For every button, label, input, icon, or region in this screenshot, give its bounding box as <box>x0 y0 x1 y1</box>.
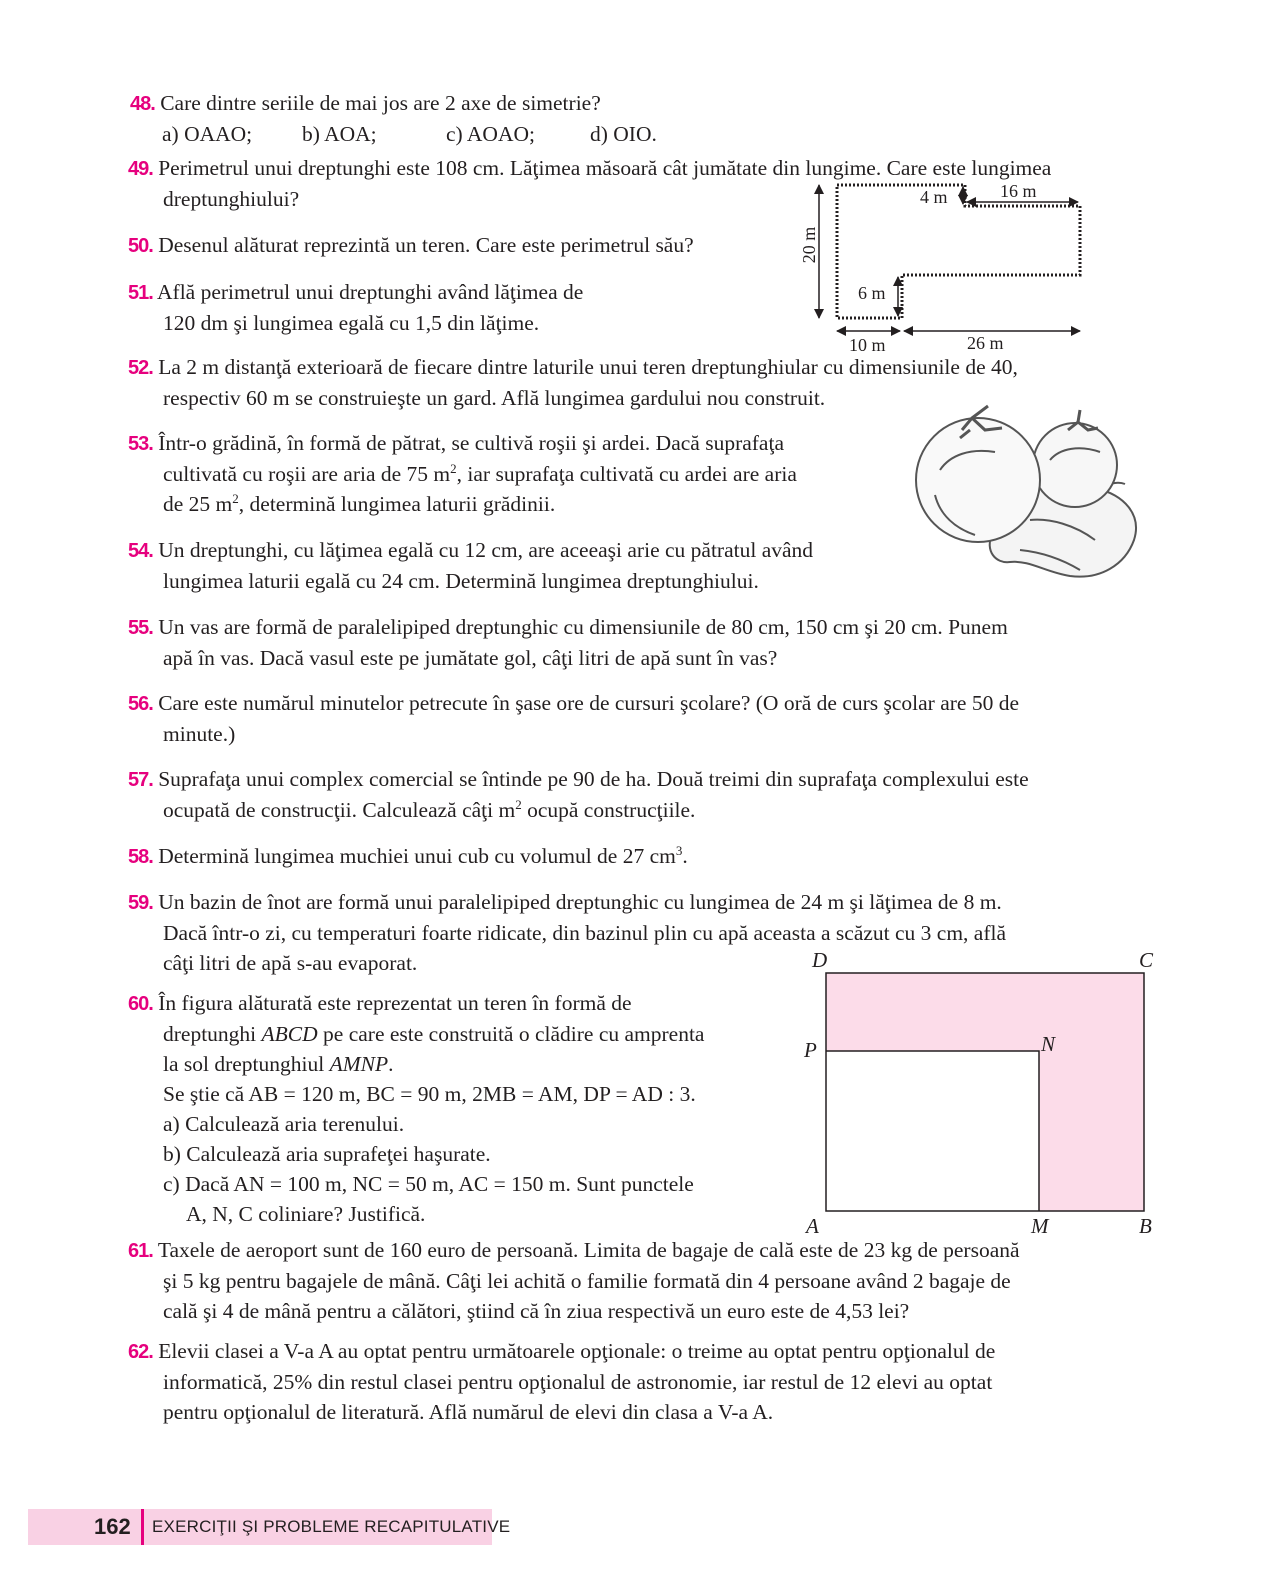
point-P: P <box>804 1038 817 1062</box>
option-b: b) AOA; <box>302 122 377 146</box>
problem-text-line: pe care este construită o clădire cu amprenta <box>317 1022 705 1046</box>
rectangle-amnp <box>826 1051 1039 1211</box>
problem-text-line: , determină lungimea laturii grădinii. <box>238 492 556 516</box>
label-16m: 16 m <box>1000 181 1037 201</box>
problem-text: Desenul alăturat reprezintă un teren. Care este perimetrul său? <box>158 233 694 257</box>
problem-text-line: . <box>388 1052 394 1076</box>
tomato-small-outline <box>1033 423 1117 507</box>
problem-number: 53. <box>128 433 153 455</box>
point-B: B <box>1139 1214 1152 1238</box>
problem-text-line: Care este numărul minutelor petrecute în şase ore de cursuri şcolare? (O oră de curs şcolar are 50 de <box>158 691 1020 715</box>
problem-text-line: Un dreptunghi, cu lăţimea egală cu 12 cm, are aceeaşi arie cu pătratul având <box>158 538 814 562</box>
problem-text-line: Un vas are formă de paralelipiped dreptunghic cu dimensiunile de 80 cm, 150 cm şi 20 cm. Punem <box>158 615 1008 639</box>
shaded-region-top <box>826 973 1144 1051</box>
problem-number: 61. <box>128 1240 153 1262</box>
problem-55 <box>128 612 1008 673</box>
problem-number: 50. <box>128 235 153 257</box>
problem-61 <box>128 1235 1020 1326</box>
problem-text-line: Suprafaţa unui complex comercial se întinde pe 90 de ha. Două treimi din suprafaţa complexului este <box>158 767 1029 791</box>
problem-number: 48. <box>130 93 155 115</box>
tomatoes-peppers-illustration <box>910 400 1150 585</box>
problem-text-line: Un bazin de înot are formă unui paralelipiped dreptunghic cu lungimea de 24 m şi lăţimea de 8 m. <box>158 890 1002 914</box>
problem-text-line: Află perimetrul unui dreptunghi având lăţimea de <box>157 280 584 304</box>
point-M: M <box>1031 1214 1049 1238</box>
problem-text-line: Într-o grădină, în formă de pătrat, se cultivă roşii şi ardei. Dacă suprafaţa <box>158 431 784 455</box>
footer-separator <box>141 1509 144 1545</box>
problem-58 <box>128 841 688 872</box>
problem-text-line: , iar suprafaţa cultivată cu ardei are aria <box>456 462 797 486</box>
label-26m: 26 m <box>967 333 1004 353</box>
problem-60 <box>128 988 704 1229</box>
problem-text-line: pentru opţionalul de literatură. Află numărul de elevi din clasa a V-a A. <box>163 1400 774 1424</box>
superscript: 2 <box>515 797 522 812</box>
problem-text-line: 120 dm şi lungimea egală cu 1,5 din lăţime. <box>163 311 540 335</box>
problem-text-line: dreptunghiului? <box>163 187 300 211</box>
problem-text-line: de 25 m <box>163 492 233 516</box>
problem-text-line: lungimea laturii egală cu 24 cm. Determină lungimea dreptunghiului. <box>163 569 759 593</box>
problem-54 <box>128 535 813 596</box>
point-N: N <box>1041 1032 1056 1056</box>
problem-number: 55. <box>128 617 153 639</box>
problem-number: 49. <box>128 158 153 180</box>
footer-section-title: EXERCIŢII ŞI PROBLEME RECAPITULATIVE <box>152 1517 511 1536</box>
subquestion-c-continued: A, N, C coliniare? Justifică. <box>186 1202 426 1226</box>
problem-62 <box>128 1336 995 1427</box>
italic-label: AMNP <box>329 1052 389 1076</box>
problem-number: 56. <box>128 693 153 715</box>
label-10m: 10 m <box>849 335 886 355</box>
option-d: d) OIO. <box>590 122 657 146</box>
problem-number: 57. <box>128 769 153 791</box>
rectangle-abcd-figure <box>800 945 1170 1245</box>
superscript: 2 <box>450 461 457 476</box>
label-6m: 6 m <box>858 283 886 303</box>
problem-text: Care dintre seriile de mai jos are 2 axe de simetrie? <box>160 91 601 115</box>
problem-number: 51. <box>128 282 153 304</box>
shaded-region-right <box>1039 1051 1144 1211</box>
problem-text-line: La 2 m distanţă exterioară de fiecare dintre laturile unui teren dreptunghiular cu dimensiunile de 40, <box>158 355 1018 379</box>
point-A: A <box>806 1214 819 1238</box>
problem-text-line: ocupă construcţiile. <box>521 798 696 822</box>
label-20m: 20 m <box>799 226 819 264</box>
problem-text: Determină lungimea muchiei unui cub cu volumul de 27 cm <box>158 844 676 868</box>
problem-text-line: apă în vas. Dacă vasul este pe jumătate gol, câţi litri de apă sunt în vas? <box>163 646 778 670</box>
subquestion-a: a) Calculează aria terenului. <box>163 1112 405 1136</box>
page-number: 162 <box>94 1514 131 1539</box>
subquestion-c: c) Dacă AN = 100 m, NC = 50 m, AC = 150 m. Sunt punctele <box>163 1172 694 1196</box>
problem-text-line: câţi litri de apă s-au evaporat. <box>163 951 418 975</box>
problem-56 <box>128 688 1019 749</box>
problem-57 <box>128 764 1029 825</box>
terrain-figure <box>795 175 1095 355</box>
problem-text-line: la sol dreptunghiul <box>163 1052 330 1076</box>
problem-text-line: Se ştie că AB = 120 m, BC = 90 m, 2MB = AM, DP = AD : 3. <box>163 1082 696 1106</box>
option-a: a) OAAO; <box>162 122 253 146</box>
superscript: 3 <box>675 843 683 858</box>
problem-53 <box>128 428 797 519</box>
problem-text-line: cală şi 4 de mână pentru a călători, ştiind că în ziua respectivă un euro este de 4,53 lei? <box>163 1299 910 1323</box>
problem-number: 60. <box>128 993 153 1015</box>
problem-51 <box>128 277 583 338</box>
problem-number: 59. <box>128 892 153 914</box>
problem-50 <box>128 230 694 261</box>
superscript: 2 <box>232 491 239 506</box>
problem-text-line: Taxele de aeroport sunt de 160 euro de persoană. Limita de bagaje de cală este de 23 kg de persoană <box>157 1238 1020 1262</box>
problem-text-line: ocupată de construcţii. Calculează câţi m <box>163 798 516 822</box>
problem-text-line: dreptunghi <box>163 1022 262 1046</box>
problem-number: 62. <box>128 1341 153 1363</box>
point-D: D <box>812 948 828 972</box>
problem-text-line: Perimetrul unui dreptunghi este 108 cm. Lăţimea măsoară cât jumătate din lungime. Care este lungimea <box>158 156 1052 180</box>
problem-text-line: Elevii clasei a V-a A au optat pentru următoarele opţionale: o treime au optat pentru opţionalul de <box>158 1339 996 1363</box>
problem-text: . <box>682 844 688 868</box>
subquestion-b: b) Calculează aria suprafeţei haşurate. <box>163 1142 491 1166</box>
problem-text-line: şi 5 kg pentru bagajele de mână. Câţi lei achită o familie formată din 4 persoane având 2 bagaje de <box>163 1269 1011 1293</box>
label-4m: 4 m <box>920 187 948 207</box>
problem-text-line: informatică, 25% din restul clasei pentru opţionalul de astronomie, iar restul de 12 elevi au optat <box>163 1370 993 1394</box>
option-c: c) AOAO; <box>446 122 535 146</box>
problem-text-line: cultivată cu roşii are aria de 75 m <box>163 462 451 486</box>
problem-number: 52. <box>128 357 153 379</box>
problem-text-line: respectiv 60 m se construieşte un gard. Află lungimea gardului nou construit. <box>163 386 826 410</box>
italic-label: ABCD <box>261 1022 318 1046</box>
problem-number: 54. <box>128 540 153 562</box>
tomato-big-outline <box>916 418 1040 542</box>
problem-52 <box>128 352 1018 413</box>
answer-options <box>130 119 657 149</box>
problem-text-line: Dacă într-o zi, cu temperaturi foarte ridicate, din bazinul plin cu apă aceasta a scăzut cu 3 cm, află <box>163 921 1007 945</box>
problem-48 <box>130 88 657 149</box>
problem-text-line: În figura alăturată este reprezentat un teren în formă de <box>158 991 632 1015</box>
problem-text-line: minute.) <box>163 722 236 746</box>
point-C: C <box>1139 948 1154 972</box>
problem-number: 58. <box>128 846 153 868</box>
